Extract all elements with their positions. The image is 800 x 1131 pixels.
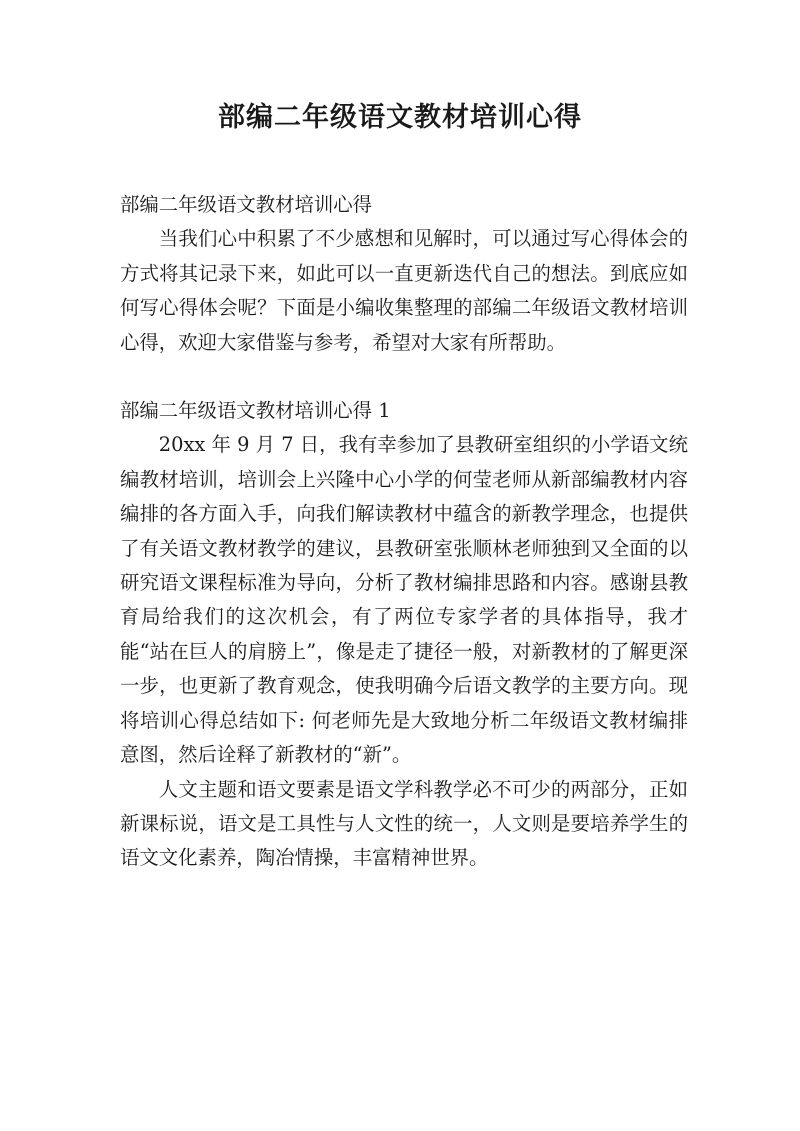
section-spacer	[120, 360, 688, 394]
section1-paragraph-2: 人文主题和语文要素是语文学科教学必不可少的两部分，正如新课标说，语文是工具性与人文性的统一，人文则是要培养学生的语文文化素养，陶冶情操，丰富精神世界。	[120, 777, 688, 870]
intro-heading: 部编二年级语文教材培训心得	[120, 193, 373, 216]
document-body	[120, 188, 688, 876]
section1-paragraph-1: 20xx 年 9 月 7 日，我有幸参加了县教研室组织的小学语文统编教材培训，培训会上兴隆中心小学的何莹老师从新部编教材内容编排的各方面入手，向我们解读教材中蕴含的新教学理念，也提供了有关语文教材教学的建议，县教研室张顺林老师独到又全面的以研究语文课程标准为导向，分析了教材编排思路和内容。感谢县教育局给我们的这次机会，有了两位专家学者的具体指导，我才能“站在巨人的肩膀上”，像是走了捷径一般，对新教材的了解更深一步，也更新了教育观念，使我明确今后语文教学的主要方向。现将培训心得总结如下: 何老师先是大致地分析二年级语文教材编排意图，然后诠释了新教材的“新”。	[120, 433, 688, 767]
document-title: 部编二年级语文教材培训心得	[218, 102, 582, 133]
intro-paragraph: 当我们心中积累了不少感想和见解时，可以通过写心得体会的方式将其记录下来，如此可以一直更新迭代自己的想法。到底应如何写心得体会呢？下面是小编收集整理的部编二年级语文教材培训心得，欢迎大家借鉴与参考，希望对大家有所帮助。	[120, 227, 688, 354]
section1-heading: 部编二年级语文教材培训心得 1	[120, 399, 391, 423]
